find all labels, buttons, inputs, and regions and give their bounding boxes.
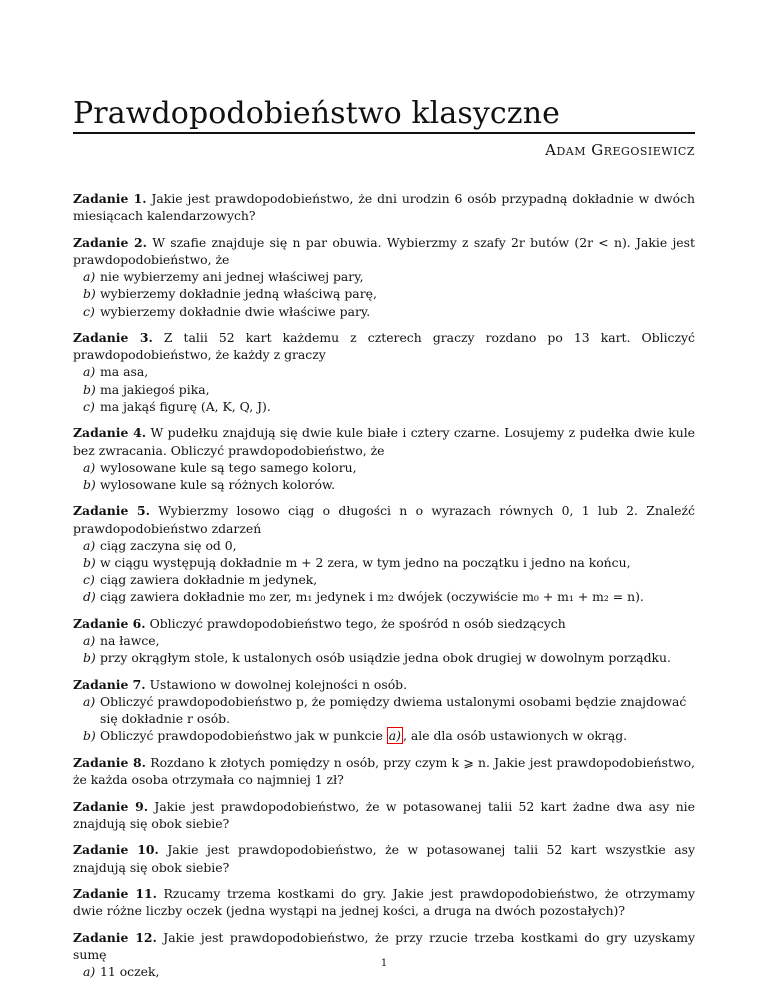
problem <box>73 502 695 605</box>
problem-statement <box>73 841 695 875</box>
document-title: Prawdopodobieństwo klasyczne <box>73 96 560 131</box>
subitem <box>73 476 695 493</box>
subitem-text: w ciągu występują dokładnie m + 2 zera, w tym jedno na początku i jedno na końcu, <box>100 555 631 571</box>
problem-statement <box>73 329 695 363</box>
subitem-text: przy okrągłym stole, k ustalonych osób usiądzie jedna obok drugiej w dowolnym porządku. <box>100 650 671 666</box>
subitem-label: b) <box>83 728 96 744</box>
subitem <box>73 554 695 571</box>
subitem <box>73 588 695 605</box>
subitem-list <box>73 537 695 606</box>
problem-text: Jakie jest prawdopodobieństwo, że w potasowanej talii 52 kart wszystkie asy znajdują się obok siebie? <box>73 842 695 875</box>
subitem-text: ma jakąś figurę (A, K, Q, J). <box>100 398 271 414</box>
subitem-label: a) <box>83 633 96 649</box>
subitem-label: a) <box>83 694 96 710</box>
subitem-list <box>73 459 695 493</box>
problem-text: Wybierzmy losowo ciąg o długości n o wyrazach równych 0, 1 lub 2. Znaleźć prawdopodobieństwo zdarzeń <box>73 503 695 536</box>
subitem <box>73 537 695 554</box>
subitem-label: b) <box>83 555 96 571</box>
problem-label: Zadanie 6. <box>73 615 146 631</box>
problem-statement <box>73 234 695 268</box>
subitem <box>73 381 695 398</box>
author-name: Adam Gregosiewicz <box>545 141 695 159</box>
problem-label: Zadanie 4. <box>73 425 147 441</box>
problem-label: Zadanie 12. <box>73 929 157 945</box>
subitem <box>73 649 695 666</box>
problem-text: Jakie jest prawdopodobieństwo, że w potasowanej talii 52 kart żadne dwa asy nie znajdują się obok siebie? <box>73 798 695 831</box>
title-rule <box>73 132 695 134</box>
problem-text: Jakie jest prawdopodobieństwo, że przy rzucie trzeba kostkami do gry uzyskamy sumę <box>73 929 695 962</box>
problem-statement <box>73 190 695 224</box>
problem <box>73 234 695 320</box>
page-number: 1 <box>380 958 388 969</box>
subitem <box>73 632 695 649</box>
subitem-list <box>73 363 695 415</box>
subitem-label: a) <box>83 537 96 553</box>
subitem-text: na ławce, <box>100 633 160 649</box>
subitem <box>73 571 695 588</box>
problem-statement <box>73 885 695 919</box>
problem-text: Z talii 52 kart każdemu z czterech graczy rozdano po 13 kart. Obliczyć prawdopodobieństwo, że każdy z graczy <box>73 330 695 363</box>
subitem-text: 11 oczek, <box>100 964 160 980</box>
subitem-label: a) <box>83 364 96 380</box>
problem-label: Zadanie 9. <box>73 798 149 814</box>
subitem-label: a) <box>83 459 96 475</box>
problem-label: Zadanie 8. <box>73 754 146 770</box>
subitem-text: wybierzemy dokładnie jedną właściwą parę, <box>100 286 377 302</box>
subitem-label: c) <box>83 398 95 414</box>
subitem-label: c) <box>83 572 95 588</box>
problem-text: W szafie znajduje się n par obuwia. Wybierzmy z szafy 2r butów (2r < n). Jakie jest prawdopodobieństwo, że <box>73 234 695 267</box>
subitem <box>73 727 695 744</box>
subitem <box>73 363 695 380</box>
subitem-text: wylosowane kule są różnych kolorów. <box>100 476 336 492</box>
subitem <box>73 459 695 476</box>
problem-statement <box>73 502 695 536</box>
problem <box>73 190 695 224</box>
subitem-label: a) <box>83 964 96 980</box>
problem <box>73 885 695 919</box>
subitem-text: ciąg zaczyna się od 0, <box>100 537 237 553</box>
subitem-text: wylosowane kule są tego samego koloru, <box>100 459 357 475</box>
subitem-label: d) <box>83 589 96 605</box>
subitem-label: b) <box>83 286 96 302</box>
subitem-text: wybierzemy dokładnie dwie właściwe pary. <box>100 303 371 319</box>
problem <box>73 929 695 981</box>
problem-text: Jakie jest prawdopodobieństwo, że dni urodzin 6 osób przypadną dokładnie w dwóch miesiącach kalendarzowych? <box>73 191 695 224</box>
subitem-label: b) <box>83 476 96 492</box>
problem-label: Zadanie 3. <box>73 330 153 346</box>
problem-text: Ustawiono w dowolnej kolejności n osób. <box>149 676 408 692</box>
problem <box>73 798 695 832</box>
problem-statement <box>73 676 695 693</box>
subitem <box>73 303 695 320</box>
problem-text: Rozdano k złotych pomiędzy n osób, przy czym k ⩾ n. Jakie jest prawdopodobieństwo, że każda osoba otrzymała co najmniej 1 zł? <box>73 754 695 788</box>
subitem <box>73 398 695 415</box>
problem-label: Zadanie 7. <box>73 676 146 692</box>
subitem-label: b) <box>83 650 96 666</box>
problem-text: W pudełku znajdują się dwie kule białe i cztery czarne. Losujemy z pudełka dwie kule bez zwracania. Obliczyć prawdopodobieństwo, że <box>73 425 695 458</box>
problem-text: Rzucamy trzema kostkami do gry. Jakie jest prawdopodobieństwo, że otrzymamy dwie różne liczby oczek (jedna wystąpi na jednej kości, a druga na dwóch pozostałych)? <box>73 886 695 919</box>
subitem-label: c) <box>83 303 95 319</box>
subitem-list <box>73 632 695 666</box>
subitem-label: a) <box>83 269 96 285</box>
subitem-list <box>73 693 695 745</box>
subitem-text: Obliczyć prawdopodobieństwo p, że pomiędzy dwiema ustalonymi osobami będzie znajdować się dokładnie r osób. <box>100 694 687 727</box>
subitem <box>73 285 695 302</box>
problem-label: Zadanie 10. <box>73 842 159 858</box>
problem-statement <box>73 754 695 788</box>
problem <box>73 754 695 788</box>
problem <box>73 329 695 415</box>
problem-text: Obliczyć prawdopodobieństwo tego, że spośród n osób siedzących <box>149 615 566 631</box>
subitem-text: Obliczyć prawdopodobieństwo jak w punkcie <box>100 728 383 744</box>
problem-list <box>73 190 695 990</box>
problem-label: Zadanie 2. <box>73 234 147 250</box>
subitem-text: ma asa, <box>100 364 149 380</box>
subitem-label: b) <box>83 381 96 397</box>
problem-statement <box>73 615 695 632</box>
subitem-text-after: , ale dla osób ustawionych w okrąg. <box>402 728 628 744</box>
subitem-text: ciąg zawiera dokładnie m₀ zer, m₁ jedynek i m₂ dwójek (oczywiście m₀ + m₁ + m₂ = n). <box>100 589 644 605</box>
subitem-text: ciąg zawiera dokładnie m jedynek, <box>100 572 318 588</box>
subitem-list <box>73 268 695 320</box>
problem <box>73 676 695 745</box>
problem-statement <box>73 424 695 458</box>
problem-label: Zadanie 1. <box>73 191 147 206</box>
problem-label: Zadanie 11. <box>73 886 157 902</box>
problem <box>73 615 695 667</box>
problem-label: Zadanie 5. <box>73 503 150 519</box>
problem-statement <box>73 798 695 832</box>
subitem-text: nie wybierzemy ani jednej właściwej pary, <box>100 269 364 285</box>
problem <box>73 424 695 493</box>
subitem <box>73 693 695 727</box>
cross-reference-link[interactable]: a) <box>388 728 401 744</box>
subitem <box>73 268 695 285</box>
problem <box>73 841 695 875</box>
subitem-text: ma jakiegoś pika, <box>100 381 210 397</box>
